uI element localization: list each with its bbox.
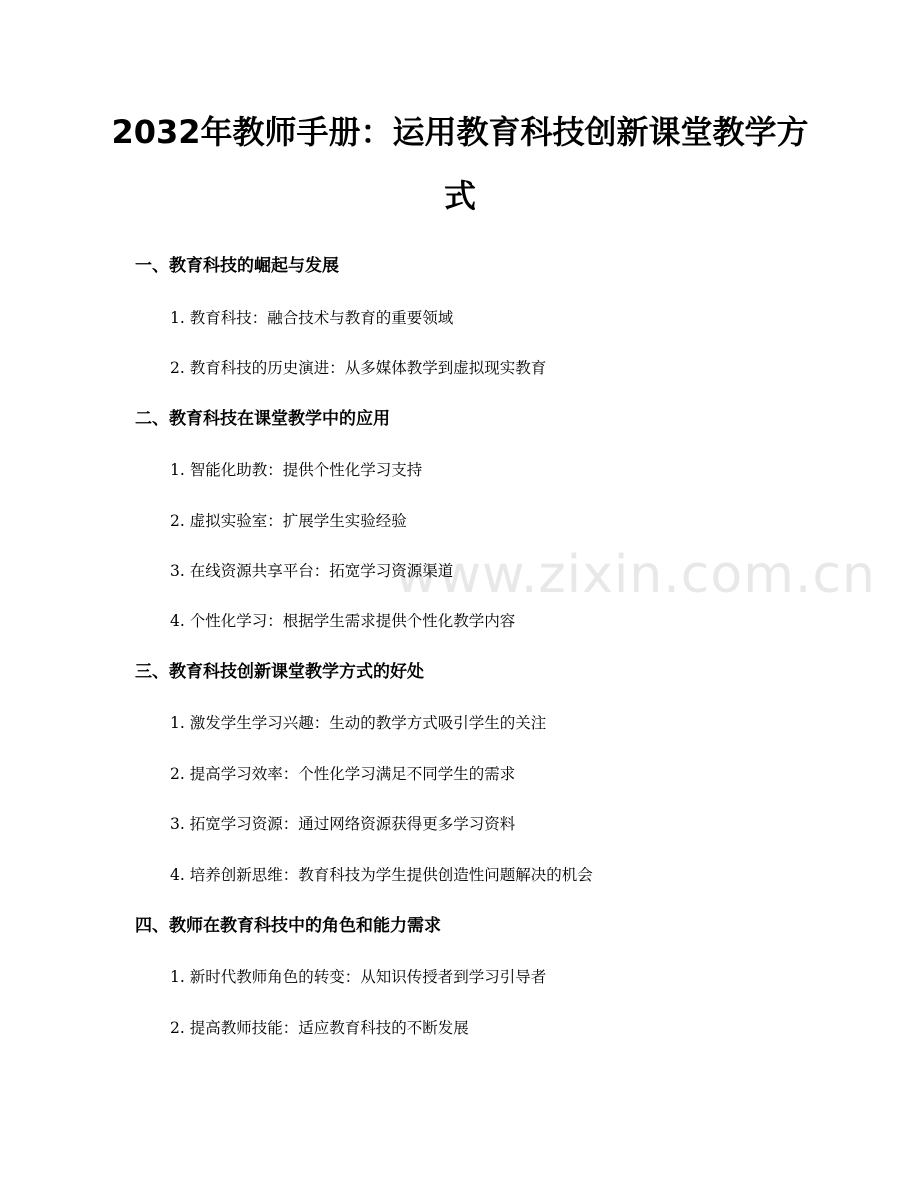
list-item: 3. 拓宽学习资源：通过网络资源获得更多学习资料 [170, 815, 516, 833]
list-item: 1. 教育科技：融合技术与教育的重要领域 [170, 309, 454, 327]
section-heading-3: 三、教育科技创新课堂教学方式的好处 [135, 662, 424, 682]
list-item: 1. 新时代教师角色的转变：从知识传授者到学习引导者 [170, 968, 547, 986]
list-item: 1. 智能化助教：提供个性化学习支持 [170, 461, 423, 479]
list-item: 1. 激发学生学习兴趣：生动的教学方式吸引学生的关注 [170, 714, 547, 732]
list-item: 2. 提高教师技能：适应教育科技的不断发展 [170, 1019, 469, 1037]
section-heading-4: 四、教师在教育科技中的角色和能力需求 [135, 916, 441, 936]
list-item: 4. 培养创新思维：教育科技为学生提供创造性问题解决的机会 [170, 866, 593, 884]
section-heading-1: 一、教育科技的崛起与发展 [135, 256, 339, 276]
section-heading-2: 二、教育科技在课堂教学中的应用 [135, 409, 390, 429]
document-title: 2032年教师手册：运用教育科技创新课堂教学方式 [111, 113, 809, 215]
list-item: 2. 虚拟实验室：扩展学生实验经验 [170, 512, 407, 530]
list-item: 3. 在线资源共享平台：拓宽学习资源渠道 [170, 562, 454, 580]
list-item: 4. 个性化学习：根据学生需求提供个性化教学内容 [170, 612, 516, 630]
watermark: www.zixin.com.cn [395, 545, 876, 605]
list-item: 2. 提高学习效率：个性化学习满足不同学生的需求 [170, 765, 516, 783]
list-item: 2. 教育科技的历史演进：从多媒体教学到虚拟现实教育 [170, 359, 547, 377]
